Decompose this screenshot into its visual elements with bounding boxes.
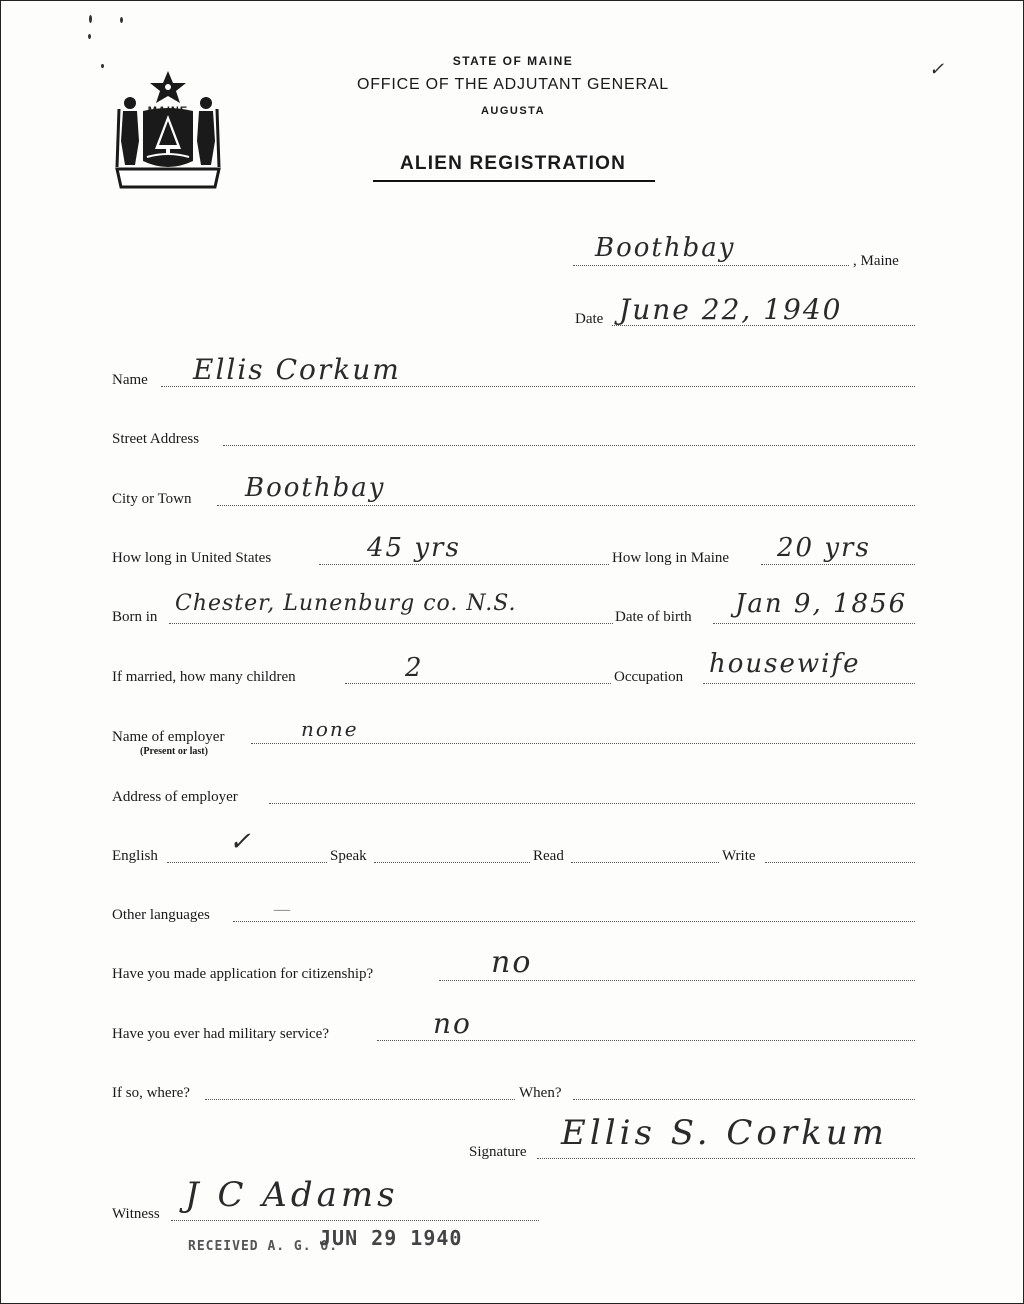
name-label: Name	[112, 372, 148, 388]
witness-signature[interactable]: J C Adams	[185, 1175, 399, 1215]
speak-line	[374, 862, 530, 863]
military-service-line	[377, 1040, 915, 1041]
english-label: English	[112, 848, 158, 864]
born-in-value[interactable]: Chester, Lunenburg co. N.S.	[175, 591, 517, 616]
name-line	[161, 386, 915, 387]
employer-name-line	[251, 743, 915, 744]
date-of-birth-label: Date of birth	[615, 609, 692, 625]
employer-name-value[interactable]: none	[301, 717, 359, 741]
occupation-value[interactable]: housewife	[709, 649, 861, 679]
city-heading: AUGUSTA	[480, 105, 546, 117]
born-in-line	[169, 623, 613, 624]
if-so-where-line	[205, 1099, 515, 1100]
office-heading: OFFICE OF THE ADJUTANT GENERAL	[356, 76, 670, 93]
state-heading: STATE OF MAINE	[452, 54, 574, 68]
how-long-us-label: How long in United States	[112, 550, 272, 566]
scan-speck	[120, 17, 123, 23]
signature-line	[537, 1158, 915, 1159]
signature-label: Signature	[469, 1144, 527, 1160]
witness-line	[171, 1220, 539, 1221]
years-in-us-value[interactable]: 45 yrs	[367, 533, 461, 563]
city-or-town-value[interactable]: Boothbay	[245, 473, 386, 503]
write-line	[765, 862, 915, 863]
english-check-mark[interactable]: ✓	[229, 827, 253, 857]
street-address-label: Street Address	[112, 431, 200, 447]
other-languages-label: Other languages	[112, 907, 210, 923]
witness-label: Witness	[112, 1206, 160, 1222]
form-title: ALIEN REGISTRATION	[399, 153, 627, 174]
military-service-label: Have you ever had military service?	[112, 1026, 329, 1042]
english-line	[167, 862, 327, 863]
scan-speck	[88, 34, 91, 39]
when-label: When?	[519, 1085, 562, 1101]
military-service-value[interactable]: no	[433, 1007, 472, 1040]
other-languages-value[interactable]: —	[273, 899, 293, 920]
if-so-where-label: If so, where?	[112, 1085, 190, 1101]
title-underline	[373, 180, 655, 182]
city-or-town-label: City or Town	[112, 491, 192, 507]
town-header-value[interactable]: Boothbay	[595, 233, 736, 263]
years-in-maine-value[interactable]: 20 yrs	[777, 533, 871, 563]
employer-name-note: (Present or last)	[140, 746, 208, 757]
employer-address-label: Address of employer	[112, 789, 238, 805]
children-value[interactable]: 2	[405, 653, 424, 683]
occupation-line	[703, 683, 915, 684]
children-label: If married, how many children	[112, 669, 296, 685]
date-value[interactable]: June 22, 1940	[619, 293, 843, 326]
date-of-birth-value[interactable]: Jan 9, 1856	[735, 589, 908, 619]
maine-state-seal	[113, 69, 223, 195]
town-line	[573, 265, 849, 266]
read-label: Read	[533, 848, 564, 864]
signature-value[interactable]: Ellis S. Corkum	[561, 1113, 888, 1153]
speak-label: Speak	[330, 848, 367, 864]
date-of-birth-line	[713, 623, 915, 624]
citizenship-value[interactable]: no	[491, 945, 533, 980]
corner-check-mark: ✓	[929, 59, 947, 80]
citizenship-line	[439, 980, 915, 981]
maine-label: , Maine	[853, 253, 899, 269]
received-stamp-date: JUN 29 1940	[319, 1226, 463, 1250]
other-languages-line	[233, 921, 915, 922]
scan-speck	[101, 64, 104, 68]
children-line	[345, 683, 611, 684]
how-long-us-line	[319, 564, 609, 565]
seal-label: MAINE	[147, 105, 189, 117]
how-long-maine-label: How long in Maine	[612, 550, 730, 566]
write-label: Write	[722, 848, 756, 864]
how-long-maine-line	[761, 564, 915, 565]
read-line	[571, 862, 719, 863]
when-line	[573, 1099, 915, 1100]
scan-speck	[89, 15, 92, 23]
employer-name-label: Name of employer	[112, 729, 225, 745]
received-stamp-label: RECEIVED A. G. O.	[188, 1239, 339, 1254]
occupation-label: Occupation	[614, 669, 684, 685]
born-in-label: Born in	[112, 609, 158, 625]
name-value[interactable]: Ellis Corkum	[193, 353, 401, 386]
citizenship-label: Have you made application for citizenship?	[112, 966, 374, 982]
city-or-town-line	[217, 505, 915, 506]
employer-address-line	[269, 803, 915, 804]
date-label: Date	[575, 311, 604, 327]
street-address-line	[223, 445, 915, 446]
